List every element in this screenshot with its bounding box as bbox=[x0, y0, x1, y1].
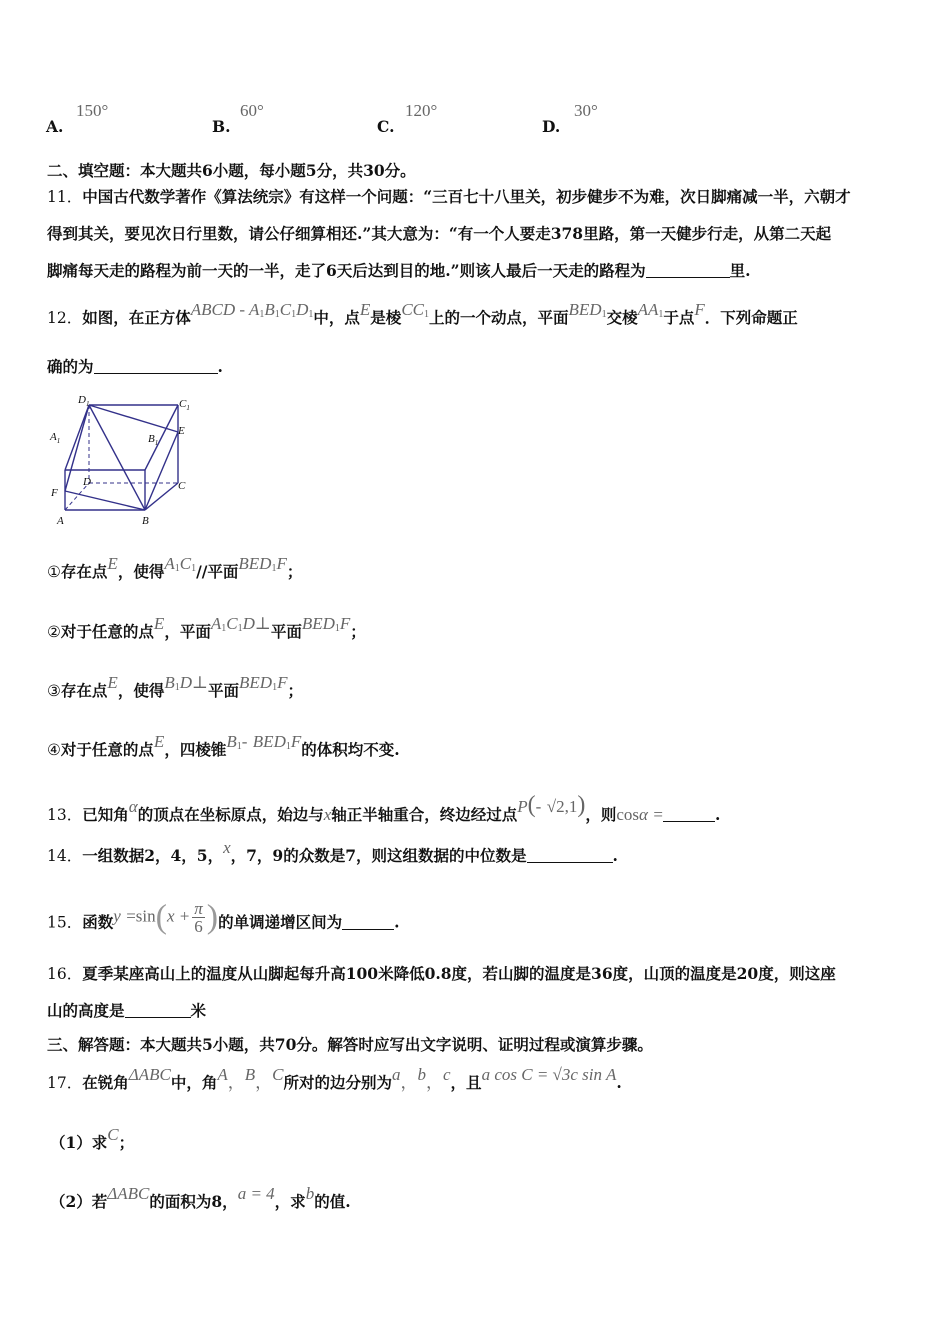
math-cc: CC bbox=[401, 300, 424, 319]
q17-part2-text: 的面积为8， bbox=[149, 1192, 238, 1211]
stmt-text: 存在点 bbox=[60, 681, 108, 700]
m: A bbox=[164, 554, 175, 573]
q17-part2 bbox=[50, 1184, 351, 1211]
q12-text5: 交棱 bbox=[606, 308, 638, 327]
perp: ⊥ bbox=[254, 614, 271, 633]
option-d-value: 30° bbox=[574, 101, 598, 120]
label-e: E bbox=[178, 425, 185, 437]
math-a: A bbox=[217, 1065, 228, 1084]
q15-line bbox=[47, 898, 400, 941]
q16-unit: 米 bbox=[190, 1001, 207, 1020]
stmt-text: 对于任意的点 bbox=[60, 740, 154, 759]
math-a-eq-4: a = 4 bbox=[237, 1184, 275, 1203]
stmt-text: ，平面 bbox=[164, 622, 211, 641]
label-c: C bbox=[178, 480, 186, 492]
q13-answer-blank[interactable] bbox=[663, 821, 715, 822]
q11-text3-end: 里. bbox=[729, 261, 751, 280]
sub: 1 bbox=[236, 741, 242, 752]
q15-end: . bbox=[394, 912, 400, 932]
math-bed1f bbox=[238, 554, 286, 573]
rp: ) bbox=[577, 792, 586, 818]
lp: ( bbox=[527, 792, 536, 818]
q12-line1 bbox=[47, 300, 798, 328]
m: F bbox=[290, 732, 302, 751]
q14-text: ，7，9的众数是7，则这组数据的中位数是 bbox=[230, 846, 527, 865]
math-e: E bbox=[359, 300, 371, 319]
sub: 1 bbox=[259, 309, 265, 320]
q17-text: 所对的边分别为 bbox=[283, 1073, 392, 1092]
q17-part1-end: ； bbox=[118, 1133, 135, 1152]
math-b: B bbox=[244, 1065, 256, 1084]
q16-text: 夏季某座高山上的温度从山脚起每升高100米降低0.8度，若山脚的温度是36度，山顶的温度是20度，则这座 bbox=[82, 964, 836, 983]
eq: = bbox=[126, 906, 136, 926]
sub: 1 bbox=[221, 623, 227, 634]
q11-text1: 中国古代数学著作《算法统宗》有这样一个问题：“三百七十八里关，初步健步不为难，次日脚痛减一半，六朝才 bbox=[82, 187, 851, 206]
label-a1: $A_1$ bbox=[50, 431, 61, 445]
edge-a1d1 bbox=[65, 405, 89, 470]
math-b-lower: b bbox=[417, 1065, 426, 1084]
m: B bbox=[226, 732, 237, 751]
q11-line1 bbox=[47, 189, 851, 206]
statement-1 bbox=[47, 554, 303, 582]
stmt-text: 存在点 bbox=[60, 562, 108, 581]
q14-end: . bbox=[612, 846, 618, 865]
q15-text: 函数 bbox=[82, 912, 114, 932]
q13-text: 的顶点在坐标原点，始边与 bbox=[137, 805, 324, 824]
math-f: F bbox=[694, 300, 705, 319]
edge-aa1 bbox=[638, 300, 664, 319]
comma: ， bbox=[400, 1073, 418, 1092]
q16-text2: 山的高度是 bbox=[47, 1001, 125, 1020]
math-b: B bbox=[264, 300, 275, 319]
q12-number: 12． bbox=[47, 309, 83, 327]
sub: 1 bbox=[291, 309, 297, 320]
m: C bbox=[179, 554, 192, 573]
q17-text: 在锐角 bbox=[82, 1073, 129, 1092]
lp: ( bbox=[155, 898, 167, 936]
sub: 1 bbox=[601, 309, 607, 320]
math-cos: cos bbox=[616, 805, 640, 824]
math-c: C bbox=[279, 300, 292, 319]
math-bed: BED bbox=[568, 300, 602, 319]
sqrt2: √2 bbox=[546, 797, 565, 816]
q12-text7: ．下列命题正 bbox=[704, 308, 798, 327]
label-d: D bbox=[83, 476, 91, 488]
q16-answer-blank[interactable] bbox=[125, 1017, 191, 1018]
comma: ， bbox=[426, 1073, 443, 1092]
q14-number: 14． bbox=[47, 847, 83, 865]
option-a-value: 150° bbox=[76, 101, 109, 120]
stmt-text: 平面 bbox=[208, 681, 240, 700]
label-f: F bbox=[51, 487, 58, 499]
m: A bbox=[210, 614, 222, 633]
q13-line bbox=[47, 792, 721, 825]
math-b1-bed1f bbox=[226, 732, 301, 751]
six: 6 bbox=[194, 917, 203, 936]
section-3-heading: 三、解答题：本大题共5小题，共70分。解答时应写出文字说明、证明过程或演算步骤。 bbox=[47, 1035, 653, 1054]
m: C bbox=[226, 614, 238, 633]
q12-line2-text: 确的为 bbox=[47, 357, 94, 376]
m: F bbox=[277, 673, 288, 692]
q17-text: ，且 bbox=[450, 1073, 482, 1092]
perp: ⊥ bbox=[192, 673, 208, 692]
fraction bbox=[192, 900, 205, 935]
q11-number: 11． bbox=[47, 188, 83, 206]
stmt-text: 的体积均不变. bbox=[301, 740, 400, 759]
math-cube: ABCD - A bbox=[190, 300, 260, 319]
edge-bc bbox=[145, 483, 178, 510]
q17-part2-end: 的值. bbox=[314, 1192, 351, 1211]
edge-d1b bbox=[89, 405, 145, 510]
statement-number: ② bbox=[47, 623, 61, 641]
stmt-text: 平面 bbox=[270, 622, 302, 641]
q13-text: 轴正半轴重合，终边经过点 bbox=[331, 805, 518, 824]
math-bed1f bbox=[302, 614, 350, 633]
q16-line1 bbox=[47, 966, 836, 983]
sub: 1 bbox=[272, 682, 278, 693]
plane-bed1 bbox=[569, 300, 607, 319]
label-b: B bbox=[142, 515, 149, 527]
q13-text: ，则 bbox=[585, 805, 617, 824]
m: x + bbox=[166, 906, 191, 926]
q14-answer-blank[interactable] bbox=[527, 862, 613, 863]
q12-text6: 于点 bbox=[663, 308, 695, 327]
q13-number: 13． bbox=[47, 806, 83, 824]
q12-text4: 上的一个动点，平面 bbox=[429, 308, 569, 327]
q14-line bbox=[47, 838, 618, 865]
stmt-text: ，使得 bbox=[117, 562, 165, 581]
stmt-text: ，四棱锥 bbox=[164, 740, 227, 759]
q12-end: . bbox=[217, 357, 223, 376]
edge-fb bbox=[65, 491, 145, 510]
stmt-text: ； bbox=[286, 562, 303, 581]
q14-text: 一组数据2，4，5， bbox=[82, 846, 224, 865]
stmt-text: //平面 bbox=[196, 562, 239, 581]
statement-2 bbox=[47, 614, 366, 642]
stmt-text: ； bbox=[350, 622, 366, 641]
statement-3 bbox=[47, 673, 303, 701]
sub: 1 bbox=[174, 563, 180, 574]
sub: 1 bbox=[285, 741, 291, 752]
q13-text: 已知角 bbox=[82, 805, 129, 824]
math-e: E bbox=[107, 673, 118, 692]
dash: - bbox=[535, 797, 542, 816]
q17-end: . bbox=[616, 1073, 622, 1092]
sub: 1 bbox=[274, 309, 280, 320]
math-point-p bbox=[517, 792, 586, 818]
label-a: A bbox=[57, 515, 64, 527]
sub: 1 bbox=[271, 563, 277, 574]
q11-text3: 脚痛每天走的路程为前一天的一半，走了6天后达到目的地.”则该人最后一天走的路程为 bbox=[47, 261, 646, 280]
m: BED bbox=[239, 673, 273, 692]
math-x: x bbox=[223, 838, 231, 857]
option-c-label: C. bbox=[377, 117, 395, 136]
q11-answer-blank[interactable] bbox=[646, 277, 730, 278]
math-alpha: α bbox=[639, 805, 648, 824]
sub: 1 bbox=[191, 563, 197, 574]
m: P bbox=[517, 797, 528, 816]
stmt-text: 对于任意的点 bbox=[60, 622, 154, 641]
statement-number: ③ bbox=[47, 682, 61, 700]
math-equation: a cos C = √3c sin A bbox=[481, 1065, 617, 1084]
q17-line bbox=[47, 1065, 622, 1092]
math-d: D bbox=[296, 300, 309, 319]
statement-4 bbox=[47, 732, 400, 760]
q17-part2-text: （2）若 bbox=[50, 1192, 108, 1211]
q11-line2: 得到其关，要见次日行里数，请公仔细算相还.”其大意为：“有一个人要走378里路，第一天健步行走，从第二天起 bbox=[47, 224, 832, 243]
math-aa: AA bbox=[637, 300, 659, 319]
q17-text: 中，角 bbox=[170, 1073, 218, 1092]
math-triangle: ΔABC bbox=[107, 1184, 150, 1203]
q17-part1-text: （1）求 bbox=[50, 1133, 108, 1152]
math-e: E bbox=[107, 554, 118, 573]
q12-line2 bbox=[47, 359, 223, 375]
q11-line3 bbox=[47, 263, 751, 279]
q12-answer-blank[interactable] bbox=[94, 373, 218, 374]
statement-number: ① bbox=[47, 563, 61, 581]
q16-number: 16． bbox=[47, 965, 83, 983]
math-triangle: ΔABC bbox=[128, 1065, 171, 1084]
m: BED bbox=[301, 614, 335, 633]
math-c: C bbox=[272, 1065, 284, 1084]
m: F bbox=[339, 614, 351, 633]
sub: 1 bbox=[334, 623, 340, 634]
option-a-label: A. bbox=[46, 117, 64, 136]
math-x: x bbox=[323, 805, 332, 824]
q16-line2 bbox=[47, 1003, 206, 1019]
m: F bbox=[276, 554, 287, 573]
stmt-text: ； bbox=[287, 681, 303, 700]
comma: ， bbox=[227, 1073, 245, 1092]
option-d-label: D. bbox=[542, 117, 561, 136]
m: y bbox=[113, 906, 121, 926]
math-a1c1 bbox=[164, 554, 196, 573]
math-a-lower: a bbox=[392, 1065, 401, 1084]
sub: 1 bbox=[658, 309, 664, 320]
math-b-lower: b bbox=[305, 1184, 315, 1203]
cube-figure bbox=[44, 388, 204, 532]
m: BED bbox=[252, 732, 286, 751]
statement-number: ④ bbox=[47, 741, 61, 759]
m: D bbox=[242, 614, 255, 633]
math-bed1f bbox=[239, 673, 287, 692]
section-2-heading: 二、填空题：本大题共6小题，每小题5分，共30分。 bbox=[47, 161, 416, 180]
math-b1d bbox=[164, 673, 208, 692]
sin: sin bbox=[135, 906, 156, 926]
math-a1c1d bbox=[211, 614, 271, 633]
comma: ， bbox=[255, 1073, 273, 1092]
math-c-lower: c bbox=[443, 1065, 451, 1084]
q15-number: 15． bbox=[47, 913, 83, 932]
label-c1: $C_1$ bbox=[179, 398, 190, 412]
option-b-label: B. bbox=[212, 117, 231, 136]
q15-text: 的单调递增区间为 bbox=[218, 912, 343, 932]
edge-cc1 bbox=[401, 300, 429, 319]
option-c-value: 120° bbox=[405, 101, 438, 120]
comma1: ,1 bbox=[564, 797, 578, 816]
pi: π bbox=[194, 899, 203, 918]
math-alpha: α bbox=[128, 797, 138, 816]
q12-text3: 是棱 bbox=[370, 308, 402, 327]
sub: 1 bbox=[424, 309, 429, 320]
q12-text2: 中，点 bbox=[313, 308, 360, 327]
q12-text1: 如图，在正方体 bbox=[82, 308, 191, 327]
label-b1: $B_1$ bbox=[148, 433, 159, 447]
math-e: E bbox=[153, 732, 165, 751]
math-eq: = bbox=[653, 805, 663, 824]
label-d1: $D_1$ bbox=[78, 394, 90, 408]
q17-part2-text: ，求 bbox=[274, 1192, 306, 1211]
sub: 1 bbox=[174, 682, 180, 693]
option-b-value: 60° bbox=[240, 101, 264, 120]
dash: - bbox=[241, 732, 248, 751]
q13-end: . bbox=[714, 805, 721, 824]
math-function bbox=[113, 900, 218, 935]
sub: 1 bbox=[237, 623, 243, 634]
stmt-text: ，使得 bbox=[117, 681, 165, 700]
sub: 1 bbox=[308, 309, 314, 320]
math-e: E bbox=[153, 614, 165, 633]
q17-part1 bbox=[50, 1125, 135, 1152]
cube-name bbox=[191, 300, 314, 319]
rp: ) bbox=[206, 898, 219, 936]
q17-number: 17． bbox=[47, 1074, 83, 1092]
q15-answer-blank[interactable] bbox=[342, 929, 394, 930]
m: D bbox=[179, 673, 192, 692]
math-c: C bbox=[107, 1125, 119, 1144]
m: BED bbox=[238, 554, 272, 573]
edge-d1e bbox=[89, 405, 178, 432]
m: B bbox=[164, 673, 175, 692]
